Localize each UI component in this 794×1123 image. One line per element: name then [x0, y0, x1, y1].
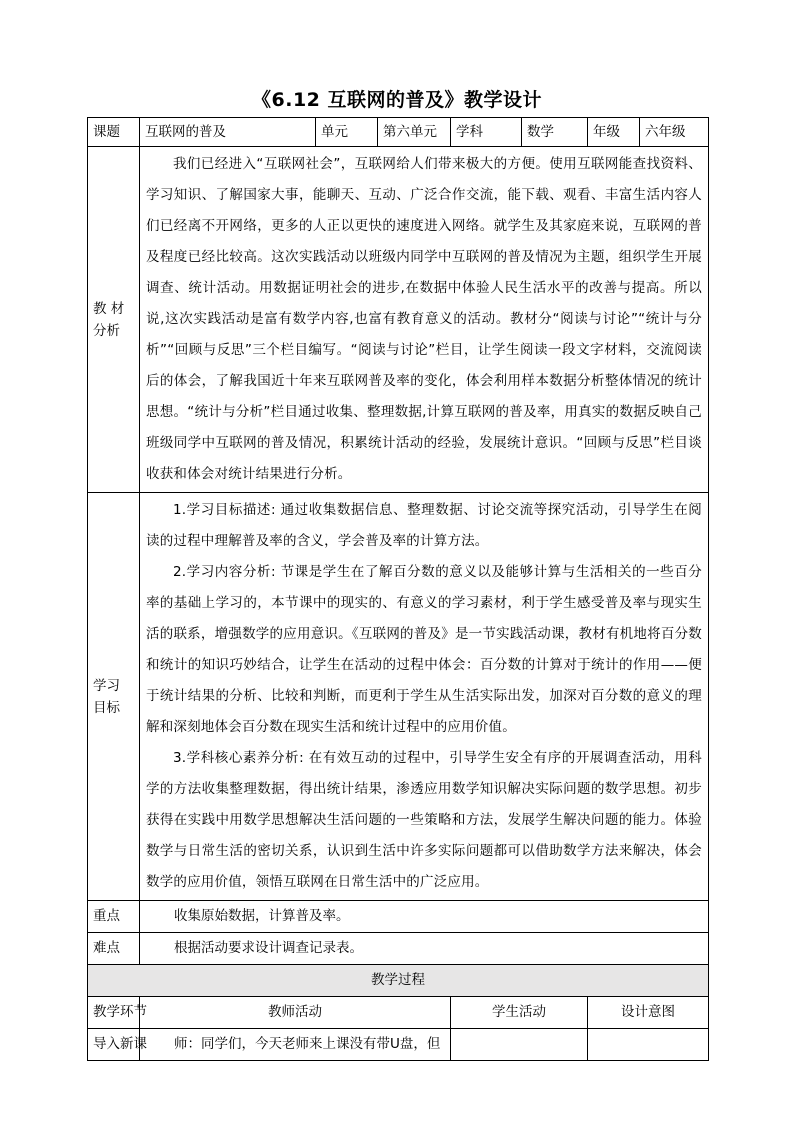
unit-value: 第六单元: [378, 118, 451, 147]
difficulty-value: 根据活动要求设计调查记录表。: [140, 933, 709, 965]
goals-row: [88, 493, 709, 901]
process-columns-row: [88, 997, 709, 1029]
col-student: 学生活动: [451, 997, 588, 1029]
intro-stage: 导入新课: [88, 1029, 140, 1061]
topic-label: 课题: [88, 118, 140, 147]
unit-label: 单元: [316, 118, 378, 147]
intro-teacher: 师：同学们，今天老师来上课没有带U盘，但: [140, 1029, 451, 1061]
analysis-content: [140, 147, 709, 493]
analysis-row: [88, 147, 709, 493]
intro-intent: [588, 1029, 709, 1061]
goals-content: [140, 493, 709, 901]
analysis-paragraph: 我们已经进入“互联网社会”，互联网给人们带来极大的方便。使用互联网能查找资料、学习知识、了解国家大事，能聊天、互动、广泛合作交流，能下载、观看、丰富生活内容人们已经离不开网络，更多的人正以更快的速度进入网络。就学生及其家庭来说，互联网的普及程度已经比较高。这次实践活动以班级内同学中互联网的普及情况为主题，组织学生开展调查、统计活动。用数据证明社会的进步,在数据中体验人民生活水平的改善与提高。所以说,这次实践活动是富有数学内容,也富有教育意义的活动。教材分“阅读与讨论”“统计与分析”“回顾与反思”三个栏目编写。“阅读与讨论”栏目，让学生阅读一段文字材料，交流阅读后的体会，了解我国近十年来互联网普及率的变化，体会利用样本数据分析整体情况的统计思想。“统计与分析”栏目通过收集、整理数据,计算互联网的普及率，用真实的数据反映自己班级同学中互联网的普及情况，积累统计活动的经验，发展统计意识。“回顾与反思”栏目谈收获和体会对统计结果进行分析。: [146, 156, 702, 482]
goal-paragraph-2: 2.学习内容分析: 节课是学生在了解百分数的意义以及能够计算与生活相关的一些百分率的基础上学习的，本节课中的现实的、有意义的学习素材，利于学生感受普及率与现实生活的联系，增强数学的应用意识。《互联网的普及》是一节实践活动课，教材有机地将百分数和统计的知识巧妙结合，让学生在活动的过程中体会：百分数的计算对于统计的作用——便于统计结果的分析、比较和判断，而更利于学生从生活实际出发，加深对百分数的意义的理解和深刻地体会百分数在现实生活和统计过程中的应用价值。: [146, 564, 702, 735]
intro-student: [451, 1029, 588, 1061]
goals-label: [88, 493, 140, 901]
goal-paragraph-1: 1.学习目标描述: 通过收集数据信息、整理数据、讨论交流等探究活动，引导学生在阅读的过程中理解普及率的含义，学会普及率的计算方法。: [146, 502, 702, 549]
process-header: 教学过程: [88, 965, 709, 997]
goals-label-text: 学习 目标: [93, 677, 120, 716]
col-stage-text: 教学环节: [93, 1004, 147, 1020]
key-point-label: 重点: [88, 901, 140, 933]
difficulty-row: [88, 933, 709, 965]
lesson-plan-table: [87, 117, 709, 1061]
grade-label: 年级: [588, 118, 640, 147]
col-teacher: 教师活动: [140, 997, 451, 1029]
subject-value: 数学: [522, 118, 588, 147]
analysis-label-text: 教 材 分析: [93, 300, 125, 339]
col-intent: 设计意图: [588, 997, 709, 1029]
difficulty-label: 难点: [88, 933, 140, 965]
intro-row: [88, 1029, 709, 1061]
document-title: 《6.12 互联网的普及》教学设计: [252, 89, 542, 111]
key-point-value: 收集原始数据，计算普及率。: [140, 901, 709, 933]
analysis-label: [88, 147, 140, 493]
process-header-row: [88, 965, 709, 997]
topic-value: 互联网的普及: [140, 118, 316, 147]
key-point-row: [88, 901, 709, 933]
meta-row: [88, 118, 709, 147]
goal-paragraph-3: 3.学科核心素养分析: 在有效互动的过程中，引导学生安全有序的开展调查活动，用科学的方法收集整理数据，得出统计结果，渗透应用数学知识解决实际问题的数学思想。初步获得在实践中用数学思想解决生活问题的一些策略和方法，发展学生解决问题的能力。体验数学与日常生活的密切关系，认识到生活中许多实际问题都可以借助数学方法来解决，体会数学的应用价值，领悟互联网在日常生活中的广泛应用。: [146, 750, 702, 890]
col-stage: [88, 997, 147, 1029]
subject-label: 学科: [451, 118, 522, 147]
grade-value: 六年级: [640, 118, 709, 147]
